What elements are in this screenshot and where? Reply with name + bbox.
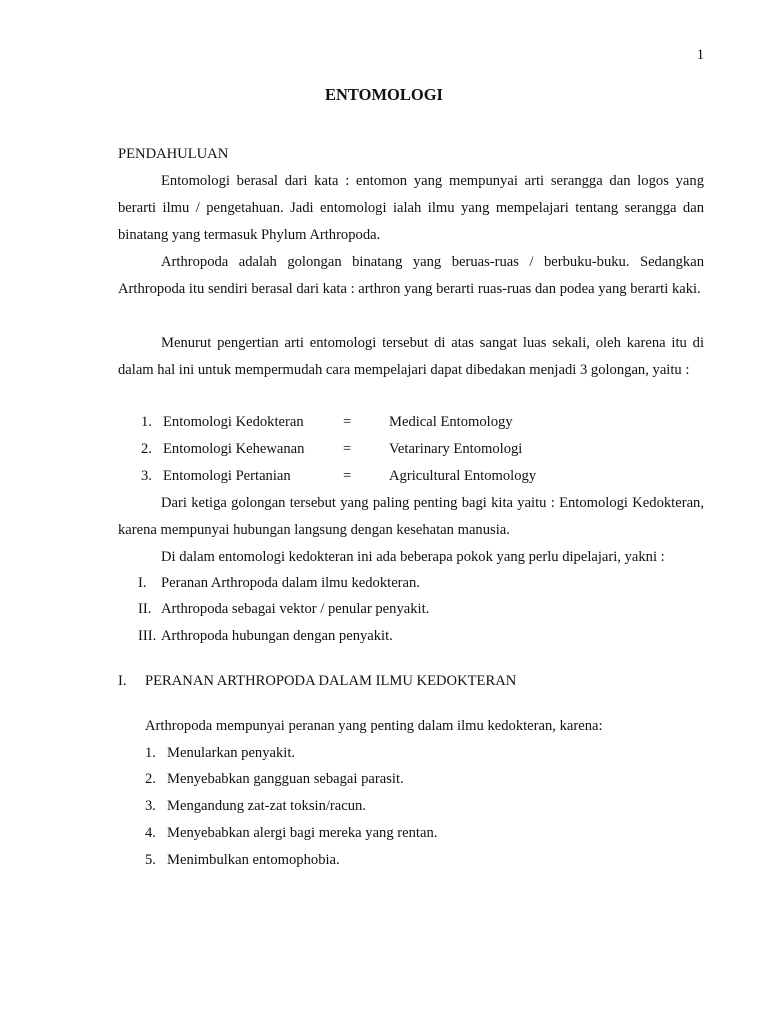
reason-number: 3. xyxy=(145,798,156,814)
group-number: 1. xyxy=(141,414,152,430)
intro-paragraph-4: Dari ketiga golongan tersebut yang paling penting bagi kita yaitu : Entomologi Kedokteran, karena mempunyai hubungan langsung dengan kesehatan manusia. xyxy=(118,495,704,538)
topic-number: III. xyxy=(138,628,157,644)
section-number: I. xyxy=(118,673,127,689)
reason-number: 4. xyxy=(145,825,156,841)
page-number: 1 xyxy=(696,47,704,63)
topic-text: Arthropoda hubungan dengan penyakit. xyxy=(161,628,393,644)
topic-number: I. xyxy=(138,575,147,591)
intro-paragraph-1: Entomologi berasal dari kata : entomon yang mempunyai arti serangga dan logos yang berarti ilmu / pengetahuan. Jadi entomologi ialah ilmu yang mempelajari tentang serangga dan binatang yang termasuk Phylum Arthropoda. xyxy=(118,173,704,243)
group-name: Entomologi Pertanian xyxy=(163,468,291,484)
reason-text: Menyebabkan gangguan sebagai parasit. xyxy=(167,771,404,787)
group-name: Entomologi Kehewanan xyxy=(163,441,305,457)
intro-paragraph-2: Arthropoda adalah golongan binatang yang beruas-ruas / berbuku-buku. Sedangkan Arthropoda itu sendiri berasal dari kata : arthron yang berarti ruas-ruas dan podea yang berarti kaki. xyxy=(118,254,704,297)
reason-text: Mengandung zat-zat toksin/racun. xyxy=(167,798,366,814)
group-english: Agricultural Entomology xyxy=(389,468,537,484)
intro-paragraph-3: Menurut pengertian arti entomologi tersebut di atas sangat luas sekali, oleh karena itu di dalam hal ini untuk mempermudah cara mempelajari dapat dibedakan menjadi 3 golongan, yaitu : xyxy=(118,335,704,378)
reason-number: 2. xyxy=(145,771,156,787)
reason-text: Menularkan penyakit. xyxy=(167,745,296,761)
group-equals: = xyxy=(343,468,352,484)
group-equals: = xyxy=(343,441,352,457)
topic-text: Peranan Arthropoda dalam ilmu kedokteran. xyxy=(161,575,420,591)
intro-heading: PENDAHULUAN xyxy=(118,146,229,162)
reason-text: Menimbulkan entomophobia. xyxy=(167,852,340,868)
intro-paragraph-5: Di dalam entomologi kedokteran ini ada beberapa pokok yang perlu dipelajari, yakni : xyxy=(161,549,665,565)
document-title: ENTOMOLOGI xyxy=(325,85,443,104)
section-title: PERANAN ARTHROPODA DALAM ILMU KEDOKTERAN xyxy=(145,673,517,689)
reason-number: 5. xyxy=(145,852,156,868)
group-english: Vetarinary Entomologi xyxy=(389,441,523,457)
section-lead: Arthropoda mempunyai peranan yang penting dalam ilmu kedokteran, karena: xyxy=(145,718,603,734)
topic-number: II. xyxy=(138,601,152,617)
group-name: Entomologi Kedokteran xyxy=(163,414,304,430)
group-number: 3. xyxy=(141,468,152,484)
reason-number: 1. xyxy=(145,745,156,761)
topic-text: Arthropoda sebagai vektor / penular penyakit. xyxy=(161,601,430,617)
reason-text: Menyebabkan alergi bagi mereka yang rentan. xyxy=(167,825,438,841)
group-equals: = xyxy=(343,414,352,430)
group-english: Medical Entomology xyxy=(389,414,513,430)
group-number: 2. xyxy=(141,441,152,457)
